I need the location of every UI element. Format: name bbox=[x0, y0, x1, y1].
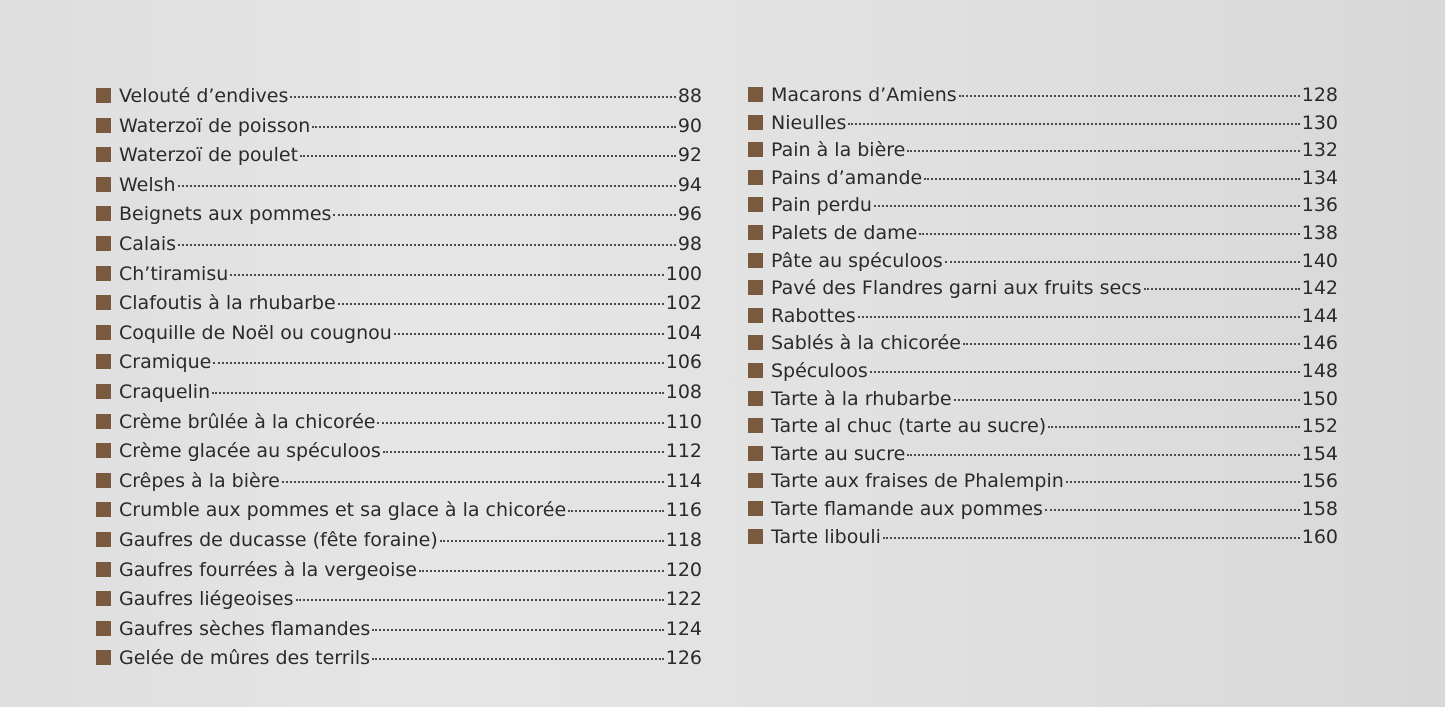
dot-leader bbox=[213, 362, 663, 364]
square-bullet-icon bbox=[96, 236, 111, 251]
entry-page: 158 bbox=[1301, 497, 1338, 520]
toc-entry bbox=[748, 468, 1338, 496]
entry-page: 120 bbox=[665, 558, 702, 581]
square-bullet-icon bbox=[96, 502, 111, 517]
entry-title: Macarons d’Amiens bbox=[771, 84, 957, 106]
dot-leader bbox=[907, 454, 1299, 456]
toc-entry bbox=[96, 585, 702, 615]
entry-page: 100 bbox=[665, 262, 702, 285]
dot-leader bbox=[290, 96, 675, 98]
toc-entry bbox=[96, 378, 702, 408]
entry-page: 104 bbox=[665, 321, 702, 344]
entry-title: Tarte flamande aux pommes bbox=[771, 497, 1043, 520]
square-bullet-icon bbox=[748, 170, 763, 185]
dot-leader bbox=[178, 185, 676, 187]
square-bullet-icon bbox=[748, 446, 763, 461]
dot-leader bbox=[333, 214, 675, 216]
entry-title: Pavé des Flandres garni aux fruits secs bbox=[771, 277, 1142, 300]
square-bullet-icon bbox=[96, 473, 111, 488]
entry-title: Calais bbox=[119, 232, 177, 255]
toc-entry bbox=[748, 110, 1338, 138]
toc-entry bbox=[96, 171, 702, 201]
square-bullet-icon bbox=[748, 115, 763, 130]
entry-page: 128 bbox=[1301, 84, 1338, 106]
entry-page: 152 bbox=[1301, 415, 1338, 438]
toc-entry bbox=[96, 526, 702, 556]
toc-entry bbox=[748, 248, 1338, 276]
entry-page: 136 bbox=[1301, 194, 1338, 217]
square-bullet-icon bbox=[748, 335, 763, 350]
entry-title: Crème glacée au spéculoos bbox=[119, 440, 381, 463]
entry-page: 144 bbox=[1301, 304, 1338, 327]
dot-leader bbox=[282, 481, 664, 483]
toc-entry bbox=[748, 496, 1338, 524]
toc-entry bbox=[748, 386, 1338, 414]
entry-page: 142 bbox=[1301, 277, 1338, 300]
dot-leader bbox=[924, 178, 1300, 180]
entry-title: Tarte aux fraises de Phalempin bbox=[771, 470, 1064, 493]
dot-leader bbox=[338, 303, 664, 305]
square-bullet-icon bbox=[96, 621, 111, 636]
dot-leader bbox=[419, 570, 664, 572]
dot-leader bbox=[848, 123, 1299, 125]
square-bullet-icon bbox=[748, 280, 763, 295]
toc-entry bbox=[748, 137, 1338, 165]
square-bullet-icon bbox=[96, 177, 111, 192]
dot-leader bbox=[300, 155, 676, 157]
entry-title: Gaufres de ducasse (fête foraine) bbox=[119, 528, 438, 551]
square-bullet-icon bbox=[748, 391, 763, 406]
square-bullet-icon bbox=[748, 253, 763, 268]
square-bullet-icon bbox=[96, 147, 111, 162]
entry-title: Pain à la bière bbox=[771, 139, 906, 162]
entry-title: Velouté d’endives bbox=[119, 85, 289, 107]
entry-title: Crêpes à la bière bbox=[119, 469, 280, 492]
dot-leader bbox=[1048, 426, 1300, 428]
entry-title: Gaufres sèches flamandes bbox=[119, 617, 371, 640]
entry-title: Tarte al chuc (tarte au sucre) bbox=[771, 415, 1047, 438]
entry-title: Rabottes bbox=[771, 304, 856, 327]
dot-leader bbox=[230, 274, 663, 276]
entry-title: Tarte au sucre bbox=[771, 442, 906, 465]
entry-title: Crumble aux pommes et sa glace à la chicorée bbox=[119, 499, 567, 522]
dot-leader bbox=[870, 371, 1300, 373]
dot-leader bbox=[963, 343, 1300, 345]
toc-left-column bbox=[96, 82, 702, 674]
entry-page: 108 bbox=[665, 380, 702, 403]
entry-title: Waterzoï de poulet bbox=[119, 144, 299, 167]
toc-entry bbox=[96, 200, 702, 230]
toc-right-column bbox=[748, 82, 1338, 551]
toc-entry bbox=[96, 348, 702, 378]
toc-entry bbox=[748, 358, 1338, 386]
dot-leader bbox=[178, 244, 676, 246]
square-bullet-icon bbox=[96, 88, 111, 103]
entry-title: Waterzoï de poisson bbox=[119, 114, 311, 137]
toc-entry bbox=[96, 556, 702, 586]
entry-page: 88 bbox=[677, 85, 702, 107]
square-bullet-icon bbox=[96, 591, 111, 606]
dot-leader bbox=[858, 316, 1300, 318]
dot-leader bbox=[372, 658, 664, 660]
square-bullet-icon bbox=[96, 562, 111, 577]
toc-entry bbox=[96, 230, 702, 260]
entry-title: Clafoutis à la rhubarbe bbox=[119, 292, 336, 315]
entry-page: 124 bbox=[665, 617, 702, 640]
entry-title: Craquelin bbox=[119, 380, 211, 403]
entry-page: 160 bbox=[1301, 525, 1338, 548]
toc-entry bbox=[96, 408, 702, 438]
square-bullet-icon bbox=[748, 529, 763, 544]
toc-entry bbox=[96, 437, 702, 467]
toc-entry bbox=[748, 330, 1338, 358]
square-bullet-icon bbox=[748, 308, 763, 323]
dot-leader bbox=[440, 540, 664, 542]
square-bullet-icon bbox=[96, 266, 111, 281]
square-bullet-icon bbox=[96, 325, 111, 340]
entry-page: 114 bbox=[665, 469, 702, 492]
entry-page: 126 bbox=[665, 647, 702, 670]
square-bullet-icon bbox=[748, 418, 763, 433]
entry-page: 146 bbox=[1301, 332, 1338, 355]
square-bullet-icon bbox=[748, 142, 763, 157]
dot-leader bbox=[954, 399, 1300, 401]
toc-entry bbox=[96, 141, 702, 171]
entry-page: 154 bbox=[1301, 442, 1338, 465]
entry-page: 134 bbox=[1301, 166, 1338, 189]
toc-entry bbox=[748, 82, 1338, 110]
entry-title: Tarte à la rhubarbe bbox=[771, 387, 952, 410]
dot-leader bbox=[1144, 288, 1300, 290]
entry-title: Crème brûlée à la chicorée bbox=[119, 410, 376, 433]
dot-leader bbox=[377, 422, 663, 424]
entry-page: 118 bbox=[665, 528, 702, 551]
dot-leader bbox=[1066, 481, 1300, 483]
entry-title: Pain perdu bbox=[771, 194, 872, 217]
dot-leader bbox=[959, 95, 1300, 97]
entry-page: 140 bbox=[1301, 249, 1338, 272]
entry-page: 96 bbox=[677, 203, 702, 226]
square-bullet-icon bbox=[96, 414, 111, 429]
entry-title: Ch’tiramisu bbox=[119, 262, 229, 285]
dot-leader bbox=[568, 510, 664, 512]
square-bullet-icon bbox=[96, 206, 111, 221]
toc-entry bbox=[96, 319, 702, 349]
square-bullet-icon bbox=[96, 118, 111, 133]
toc-entry bbox=[96, 467, 702, 497]
entry-page: 90 bbox=[677, 114, 702, 137]
square-bullet-icon bbox=[748, 87, 763, 102]
entry-page: 102 bbox=[665, 292, 702, 315]
entry-page: 150 bbox=[1301, 387, 1338, 410]
dot-leader bbox=[212, 392, 664, 394]
entry-page: 138 bbox=[1301, 221, 1338, 244]
toc-entry bbox=[748, 413, 1338, 441]
square-bullet-icon bbox=[748, 363, 763, 378]
toc-entry bbox=[96, 496, 702, 526]
dot-leader bbox=[874, 205, 1300, 207]
square-bullet-icon bbox=[748, 225, 763, 240]
toc-entry bbox=[96, 82, 702, 112]
dot-leader bbox=[945, 261, 1300, 263]
toc-entry bbox=[96, 112, 702, 142]
dot-leader bbox=[394, 333, 664, 335]
dot-leader bbox=[907, 150, 1299, 152]
entry-title: Tarte libouli bbox=[771, 525, 881, 548]
square-bullet-icon bbox=[96, 295, 111, 310]
square-bullet-icon bbox=[748, 473, 763, 488]
entry-title: Gaufres liégeoises bbox=[119, 588, 294, 611]
toc-entry bbox=[96, 260, 702, 290]
square-bullet-icon bbox=[96, 354, 111, 369]
entry-title: Gaufres fourrées à la vergeoise bbox=[119, 558, 417, 581]
toc-entry bbox=[748, 275, 1338, 303]
dot-leader bbox=[312, 126, 676, 128]
dot-leader bbox=[372, 629, 663, 631]
entry-title: Beignets aux pommes bbox=[119, 203, 332, 226]
dot-leader bbox=[296, 599, 664, 601]
dot-leader bbox=[1045, 509, 1300, 511]
entry-page: 112 bbox=[665, 440, 702, 463]
toc-entry bbox=[96, 644, 702, 674]
entry-page: 122 bbox=[665, 588, 702, 611]
toc-entry bbox=[748, 441, 1338, 469]
entry-page: 130 bbox=[1301, 111, 1338, 134]
dot-leader bbox=[883, 537, 1300, 539]
toc-entry bbox=[748, 303, 1338, 331]
entry-page: 106 bbox=[665, 351, 702, 374]
toc-entry bbox=[96, 289, 702, 319]
entry-page: 132 bbox=[1301, 139, 1338, 162]
entry-title: Pâte au spéculoos bbox=[771, 249, 943, 272]
entry-title: Sablés à la chicorée bbox=[771, 332, 961, 355]
square-bullet-icon bbox=[748, 501, 763, 516]
toc-entry bbox=[748, 192, 1338, 220]
entry-title: Pains d’amande bbox=[771, 166, 923, 189]
entry-page: 116 bbox=[665, 499, 702, 522]
entry-page: 94 bbox=[677, 173, 702, 196]
entry-page: 156 bbox=[1301, 470, 1338, 493]
entry-title: Coquille de Noël ou cougnou bbox=[119, 321, 392, 344]
square-bullet-icon bbox=[748, 197, 763, 212]
toc-entry bbox=[96, 615, 702, 645]
dot-leader bbox=[919, 233, 1299, 235]
entry-page: 92 bbox=[677, 144, 702, 167]
entry-title: Spéculoos bbox=[771, 359, 868, 382]
toc-entry bbox=[748, 165, 1338, 193]
entry-page: 148 bbox=[1301, 359, 1338, 382]
entry-title: Gelée de mûres des terrils bbox=[119, 647, 371, 670]
entry-title: Palets de dame bbox=[771, 221, 918, 244]
entry-title: Welsh bbox=[119, 173, 176, 196]
square-bullet-icon bbox=[96, 532, 111, 547]
toc-entry bbox=[748, 524, 1338, 552]
entry-title: Cramique bbox=[119, 351, 212, 374]
entry-title: Nieulles bbox=[771, 111, 847, 134]
square-bullet-icon bbox=[96, 384, 111, 399]
entry-page: 110 bbox=[665, 410, 702, 433]
dot-leader bbox=[383, 451, 664, 453]
square-bullet-icon bbox=[96, 443, 111, 458]
entry-page: 98 bbox=[677, 232, 702, 255]
toc-entry bbox=[748, 220, 1338, 248]
square-bullet-icon bbox=[96, 650, 111, 665]
